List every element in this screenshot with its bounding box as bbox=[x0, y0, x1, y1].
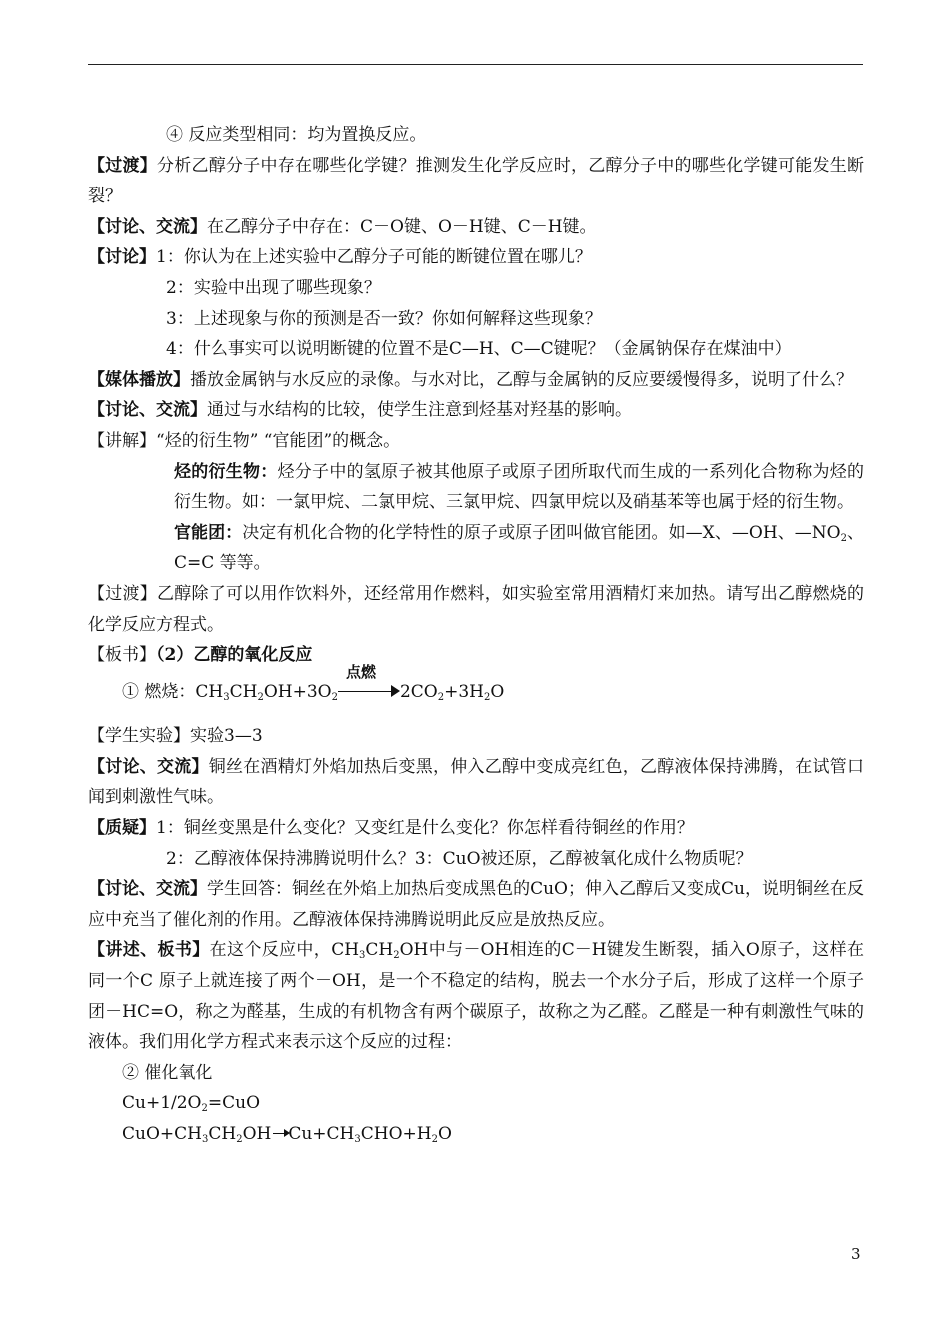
tag-narration-board: 【讲述、板书】 bbox=[88, 940, 210, 961]
subscript: 2 bbox=[840, 532, 847, 544]
paragraph-discussion-bonds bbox=[88, 212, 864, 243]
reaction-condition: 点燃 bbox=[345, 662, 376, 681]
text: 学生回答：铜丝在外焰上加热后变成黑色的CuO；伸入乙醇后又变成Cu，说明铜丝在反应中充当了催化剂的作用。乙醇液体保持沸腾说明此反应是放热反应。 bbox=[88, 879, 864, 930]
text: 决定有机化合物的化学特性的原子或原子团叫做官能团。如—X、—OH、—NO bbox=[242, 522, 841, 543]
text: 通过与水结构的比较，使学生注意到烃基对羟基的影响。 bbox=[207, 400, 632, 421]
paragraph-functional-group bbox=[88, 518, 864, 579]
text: 中与－OH相连的C－H键发生断裂，插入O原子，这样在同一个C 原子上就连接了两个－OH，是一个不稳定的结构，脱去一个水分子后，形成了这样一个原子团－HC=O，称之为醛基，生成的有机物含有两个碳原子，故称之为乙醛。乙醛是一种有刺激性气味的液体。我们用化学方程式来表示这个反应的过程： bbox=[88, 940, 865, 1053]
paragraph-transition-1 bbox=[88, 151, 864, 212]
paragraph-discussion-q4: 4：什么事实可以说明断键的位置不是C—H、C—C键呢？（金属钠保存在煤油中） bbox=[166, 339, 792, 360]
term-functional-group: 官能团： bbox=[174, 522, 243, 543]
paragraph-board-title bbox=[88, 640, 864, 671]
eq-lhs: $CH_3CH_2OH+3O_2$ bbox=[195, 681, 338, 703]
tag-transition: 【过渡】 bbox=[88, 155, 157, 176]
paragraph-question-2: 2：乙醇液体保持沸腾说明什么？3：CuO被还原，乙醇被氧化成什么物质呢？ bbox=[166, 848, 753, 869]
eq-rhs: $2CO_2+3H_2O$ bbox=[399, 681, 505, 703]
text: 铜丝在酒精灯外焰加热后变黑，伸入乙醇中变成亮红色，乙醇液体保持沸腾，在试管口闻到刺激性气味。 bbox=[88, 756, 864, 808]
paragraph-media bbox=[88, 365, 864, 396]
tag-board: 【板书】 bbox=[88, 645, 156, 666]
equation-copper-oxidation: $Cu+1/2O_2=CuO$ bbox=[122, 1093, 261, 1115]
text: 、C=C 等等。 bbox=[174, 522, 865, 574]
tag-question: 【质疑】 bbox=[88, 818, 156, 839]
paragraph-reaction-type: ④ 反应类型相同：均为置换反应。 bbox=[166, 125, 427, 145]
text: 1：铜丝变黑是什么变化？又变红是什么变化？你怎样看待铜丝的作用？ bbox=[156, 818, 694, 839]
text: 分析乙醇分子中存在哪些化学键？推测发生化学反应时，乙醇分子中的哪些化学键可能发生断裂？ bbox=[88, 155, 864, 207]
text: 播放金属钠与水反应的录像。与水对比，乙醇与金属钠的反应要缓慢得多，说明了什么？ bbox=[190, 369, 853, 390]
equation-label: ① 燃烧： bbox=[122, 681, 196, 702]
arrow-icon bbox=[273, 1133, 287, 1134]
tag-discussion-exchange: 【讨论、交流】 bbox=[88, 756, 209, 777]
paragraph-question-1 bbox=[88, 813, 864, 844]
text: 在乙醇分子中存在：C－O键、O－H键、C－H键。 bbox=[207, 216, 597, 237]
paragraph-discussion-q2: 2：实验中出现了哪些现象？ bbox=[166, 277, 381, 298]
term-derivative: 烃的衍生物： bbox=[174, 461, 278, 482]
text: 烃分子中的氢原子被其他原子或原子团所取代而生成的一系列化合物称为烃的衍生物。如：一氯甲烷、二氯甲烷、三氯甲烷、四氯甲烷以及硝基苯等也属于烃的衍生物。 bbox=[174, 461, 865, 513]
paragraph-student-answer bbox=[88, 874, 864, 935]
tag-discussion-exchange: 【讨论、交流】 bbox=[88, 400, 207, 421]
header-rule bbox=[88, 64, 863, 65]
tag-discussion: 【讨论】 bbox=[88, 247, 156, 268]
paragraph-explain: 【讲解】“烃的衍生物” “官能团”的概念。 bbox=[88, 430, 401, 451]
paragraph-student-experiment: 【学生实验】实验3—3 bbox=[88, 726, 263, 747]
paragraph-transition-2: 【过渡】乙醇除了可以用作饮料外，还经常用作燃料，如实验室常用酒精灯来加热。请写出乙醇燃烧的化学反应方程式。 bbox=[88, 583, 864, 635]
tag-media: 【媒体播放】 bbox=[88, 369, 190, 390]
document-body bbox=[88, 120, 864, 1150]
tag-discussion-exchange: 【讨论、交流】 bbox=[88, 879, 208, 900]
paragraph-derivative-definition bbox=[88, 457, 864, 518]
equation-copper-reduction: $CuO+CH_3CH_2OH$ $Cu+CH_3CHO+H_2O$ bbox=[122, 1124, 452, 1145]
reaction-arrow bbox=[338, 662, 400, 699]
paragraph-discussion-copper bbox=[88, 752, 864, 813]
paragraph-catalytic-title: ② 催化氧化 bbox=[122, 1062, 213, 1083]
text: 在这个反应中， bbox=[209, 940, 332, 961]
equation-combustion bbox=[88, 662, 864, 708]
formula-ethanol: $CH_3CH_2OH$ bbox=[331, 940, 429, 962]
paragraph-discussion-structure bbox=[88, 395, 864, 426]
paragraph-narration bbox=[88, 935, 864, 1057]
paragraph-discussion-q1 bbox=[88, 242, 864, 273]
page-number: 3 bbox=[851, 1245, 861, 1263]
text: 1：你认为在上述实验中乙醇分子可能的断键位置在哪儿？ bbox=[156, 247, 592, 268]
section-title: （2）乙醇的氧化反应 bbox=[156, 645, 313, 666]
paragraph-discussion-q3: 3：上述现象与你的预测是否一致？你如何解释这些现象？ bbox=[166, 308, 602, 329]
tag-discussion-exchange: 【讨论、交流】 bbox=[88, 216, 207, 237]
